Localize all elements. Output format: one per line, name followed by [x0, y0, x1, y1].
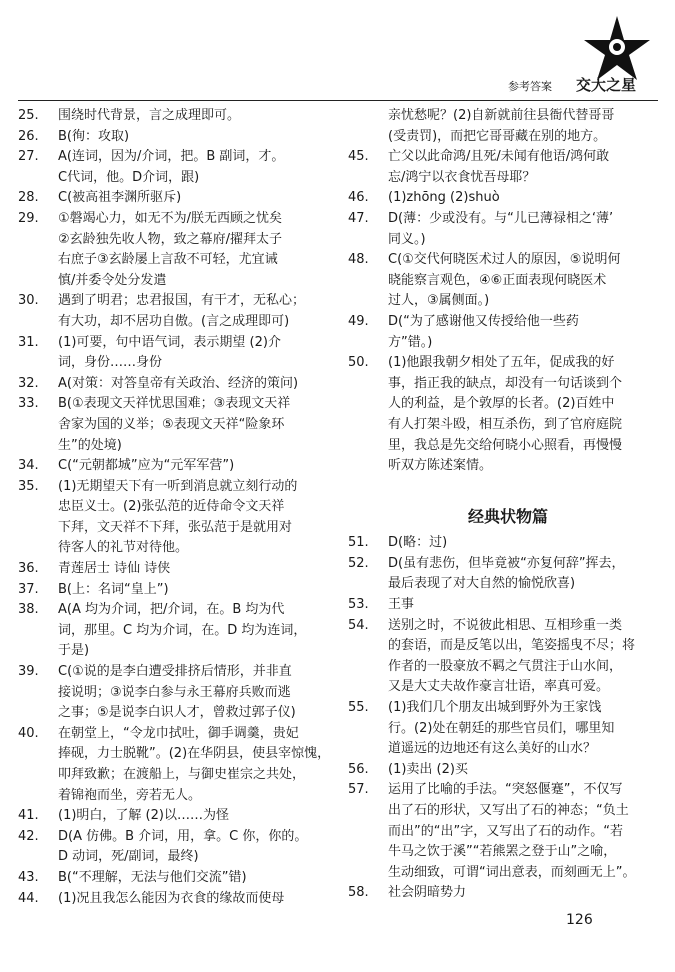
answer-text: B(徇：攻取) — [58, 128, 130, 144]
answer-text: A(对策：对答皇帝有关政治、经济的策问) — [58, 375, 299, 391]
answer-number: 27. — [18, 149, 39, 165]
answer-item — [18, 188, 336, 209]
answer-item — [18, 477, 336, 559]
answer-item — [18, 559, 336, 580]
answer-text: D(“为了感谢他又传授给他一些药 方”错。) — [388, 313, 579, 350]
answer-text: B(上：名词“皇上”) — [58, 581, 169, 597]
answer-item — [18, 394, 336, 456]
answer-number: 47. — [348, 210, 369, 226]
answer-text: 运用了比喻的手法。“突怒偃蹇”，不仅写 出了石的形状，又写出了石的神态；“负土 而出”的“出”字，又写出了石的动作。“若 牛马之饮于溪”“若熊罴之登于山”之喻， 生动细致，可谓“词出意表，而刻画无上”。 — [388, 782, 636, 880]
answer-text: 青莲居士 诗仙 诗侠 — [58, 561, 171, 577]
answer-item — [348, 147, 668, 188]
answer-text: (1)zhōng (2)shuò — [388, 190, 500, 206]
answer-text: D(薄：少或没有。与“儿已薄禄相之‘薄’ 同义。) — [388, 210, 614, 247]
answer-item — [348, 209, 668, 250]
answer-item — [18, 127, 336, 148]
answer-item — [18, 456, 336, 477]
answer-item — [348, 616, 668, 698]
answer-number: 50. — [348, 355, 369, 371]
answer-number: 55. — [348, 700, 369, 716]
answer-number: 52. — [348, 555, 369, 571]
answer-text: 社会阴暗势力 — [388, 885, 467, 901]
answer-item — [18, 806, 336, 827]
answer-number: 30. — [18, 293, 39, 309]
answer-text: C(被高祖李渊所驱斥) — [58, 190, 182, 206]
answer-item — [18, 600, 336, 662]
answer-number: 32. — [18, 375, 39, 391]
answer-number: 54. — [348, 617, 369, 633]
answer-text: D(A 仿佛。B 介词，用，拿。C 你，你的。 D 动词，死/副词，最终) — [58, 828, 308, 865]
answer-number: 38. — [18, 602, 39, 618]
answer-number: 33. — [18, 396, 39, 412]
answer-item — [348, 312, 668, 353]
answer-item — [18, 333, 336, 374]
answer-number: 36. — [18, 561, 39, 577]
answer-text: B(“不理解，无法与他们交流”错) — [58, 869, 247, 885]
answer-text: B(①表现文天祥忧思国难；③表现文天祥 舍家为国的义举；⑤表现文天祥“险象环 生”的处境) — [58, 396, 291, 453]
answer-text: C(①说的是李白遭受排挤后情形，并非直 接说明；③说李白参与永王幕府兵败而逃 之事；⑤是说李白识人才，曾救过郭子仪) — [58, 664, 296, 721]
answer-text: 围绕时代背景，言之成理即可。 — [58, 108, 241, 123]
logo-text: 交大之星 — [576, 76, 637, 94]
answer-text: (1)明白，了解 (2)以……为怪 — [58, 808, 229, 824]
answer-number: 37. — [18, 581, 39, 597]
answer-number: 46. — [348, 190, 369, 206]
answer-item — [348, 250, 668, 312]
answer-number: 25. — [18, 108, 39, 123]
header-label: 参考答案 — [508, 80, 552, 93]
answer-text: ①磐竭心力，如无不为/朕无西顾之忧矣 ②玄龄独先收人物，致之幕府/擢拜太子 右庶子③玄龄屡上言敌不可轻，尤宜诫 慎/并委令处分发遣 — [58, 210, 283, 288]
page-number: 126 — [566, 912, 593, 928]
answer-item — [18, 147, 336, 188]
answer-text: D(虽有悲伤，但毕竟被“亦复何辞”挥去， 最后表现了对大自然的愉悦欣喜) — [388, 555, 625, 592]
answer-item — [348, 353, 668, 477]
answer-text: (1)卖出 (2)买 — [388, 761, 468, 777]
answer-item — [18, 662, 336, 724]
answer-text: C(①交代何晓医术过人的原因，⑤说明何 晓能察言观色，④⑥正面表现何晓医术 过人，③属侧面。) — [388, 252, 621, 309]
answer-item — [348, 554, 668, 595]
answer-number: 34. — [18, 458, 39, 474]
header-rule — [18, 100, 658, 101]
answer-number: 39. — [18, 664, 39, 680]
answer-item — [18, 868, 336, 889]
answer-text: 王事 — [388, 597, 415, 613]
answer-text: A(A 均为介词，把/介词，在。B 均为代 词，那里。C 均为介词，在。D 均为连词， 于是) — [58, 602, 307, 659]
answer-item — [348, 595, 668, 616]
answer-number: 31. — [18, 334, 39, 350]
answer-number: 53. — [348, 597, 369, 613]
answer-number: 49. — [348, 313, 369, 329]
page-header — [0, 0, 675, 100]
answer-number: 44. — [18, 890, 39, 906]
answer-number: 41. — [18, 808, 39, 824]
answer-number: 28. — [18, 190, 39, 206]
left-column — [18, 106, 336, 909]
answer-text: (1)我们几个朋友出城到野外为王家饯 行。(2)处在朝廷的那些官员们，哪里知 道遥远的边地还有这么美好的山水？ — [388, 700, 615, 757]
answer-number: 58. — [348, 885, 369, 901]
answer-number: 48. — [348, 252, 369, 268]
answer-number: 51. — [348, 535, 369, 551]
answer-number: 43. — [18, 869, 39, 885]
answer-text: (1)况且我怎么能因为衣食的缘故而使母 — [58, 890, 285, 906]
answer-item — [18, 827, 336, 868]
answer-number: 42. — [18, 828, 39, 844]
right-column — [348, 106, 668, 904]
answer-item — [348, 698, 668, 760]
answer-item — [18, 580, 336, 601]
answer-number: 40. — [18, 725, 39, 741]
answer-item — [18, 106, 336, 127]
answer-number: 35. — [18, 478, 39, 494]
answer-text: (1)可要，句中语气词，表示期望 (2)介 词，身份……身份 — [58, 334, 281, 371]
answer-item — [348, 780, 668, 883]
answer-text: 亡父以此命鸿/且死/未闻有他语/鸿何敢 忘/鸿宁以衣食忧吾母耶？ — [388, 149, 610, 185]
answer-text: (1)他跟我朝夕相处了五年，促成我的好 事，指正我的缺点，却没有一句话谈到个 人的利益，是个敦厚的长者。(2)百姓中 有人打架斗殴，相互杀伤，到了官府庭院 里，我总是先交给何晓小心照看，再慢慢 听双方陈述案情。 — [388, 355, 623, 474]
answer-number: 56. — [348, 761, 369, 777]
answer-number: 57. — [348, 782, 369, 798]
answer-item — [348, 188, 668, 209]
section-title: 经典状物篇 — [467, 506, 548, 526]
answer-item — [18, 209, 336, 291]
answer-item — [348, 883, 668, 904]
answer-number: 29. — [18, 210, 39, 226]
answer-text: 遇到了明君；忠君报国，有干才，无私心； 有大功，却不居功自傲。(言之成理即可) — [58, 293, 306, 329]
answer-item — [348, 533, 668, 554]
answer-item — [18, 291, 336, 332]
answer-number: 45. — [348, 149, 369, 165]
answer-number: 26. — [18, 128, 39, 144]
answer-text: A(连词，因为/介词，把。B 副词，才。 C代词，他。D介词，跟) — [58, 149, 285, 185]
answer-text: 送别之时，不说彼此相思、互相珍重一类 的套语，而是反笔以出，笔姿摇曳不尽；将 作者的一股豪放不羁之气贯注于山水间， 又是大丈夫故作豪言壮语，率真可爱。 — [388, 617, 636, 695]
answer-text: 亲忧愁呢？(2)自新就前往县衙代替哥哥 (受责罚)，而把它哥哥藏在别的地方。 — [388, 108, 615, 144]
answer-item — [18, 889, 336, 910]
answer-item — [348, 760, 668, 781]
answer-text: 在朝堂上，“令龙巾拭吐，御手调羹，贵妃 捧砚，力士脱靴”。(2)在华阴县，使县宰惊愧， 叩拜致歉；在渡船上，与御史崔宗之共处， 着锦袍而坐，旁若无人。 — [58, 725, 331, 803]
answer-item — [18, 724, 336, 806]
answer-text: C(“元朝都城”应为“元军军营”) — [58, 458, 235, 474]
answer-text: D(略：过) — [388, 535, 448, 551]
answer-item — [18, 374, 336, 395]
answer-item — [348, 106, 668, 147]
answer-text: (1)无期望天下有一听到消息就立刻行动的 忠臣义士。(2)张弘范的近侍命令文天祥 下拜，文天祥不下拜，张弘范于是就用对 待客人的礼节对待他。 — [58, 478, 298, 556]
